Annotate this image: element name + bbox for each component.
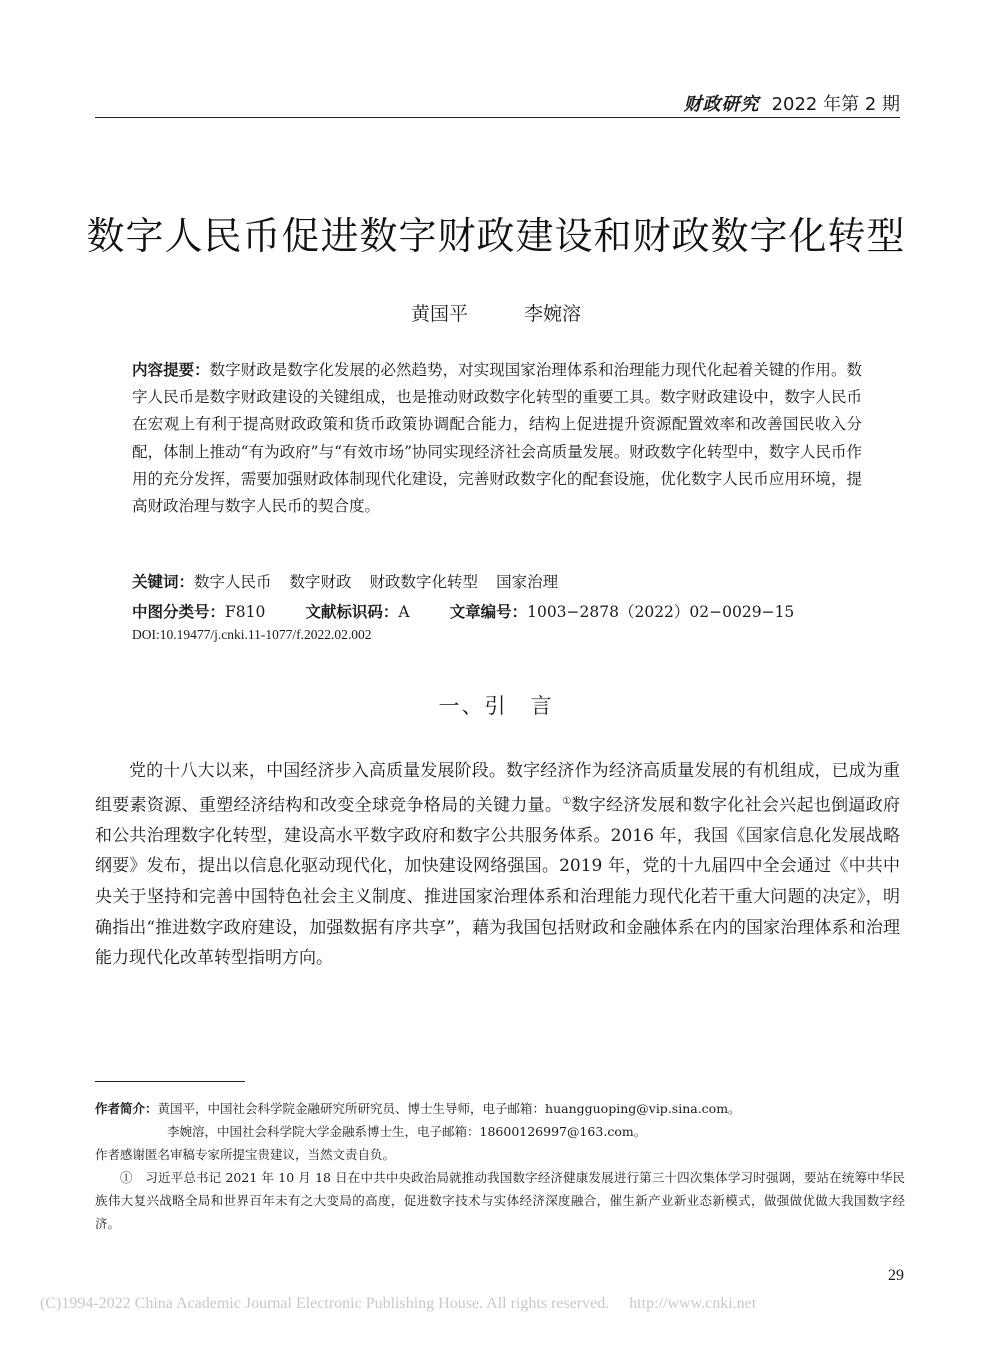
section-heading: 一、引 言 [438, 694, 554, 718]
author-info-1: 黄国平，中国社会科学院金融研究所研究员、博士生导师，电子邮箱：huangguoping@vip.sina.com。 [157, 1101, 741, 1116]
footnote-1: ① 习近平总书记 2021 年 10 月 18 日在中共中央政治局就推动我国数字经济健康发展进行第三十四次集体学习时强调，要站在统筹中华民族伟大复兴战略全局和世界百年未有之大变局的高度，促进数字技术与实体经济深度融合，催生新产业新业态新模式，做强做优做大我国数字经济。 [95, 1170, 905, 1231]
keyword: 国家治理 [496, 573, 559, 591]
acknowledgement: 作者感谢匿名审稿专家所提宝贵建议，当然文责自负。 [95, 1147, 396, 1162]
keyword: 数字财政 [289, 573, 352, 591]
abstract [132, 357, 862, 520]
keyword: 财政数字化转型 [369, 573, 479, 591]
author-name: 李婉溶 [524, 303, 582, 325]
copyright-watermark [40, 1295, 970, 1313]
keyword: 数字人民币 [194, 573, 272, 591]
author-name: 黄国平 [410, 303, 468, 325]
journal-name: 财政研究 [683, 94, 760, 115]
journal-issue [684, 90, 900, 116]
page-number: 29 [888, 1267, 904, 1284]
doi: DOI:10.19477/j.cnki.11-1077/f.2022.02.002 [132, 627, 372, 642]
author-info [95, 1097, 905, 1120]
abstract-text: 数字财政是数字化发展的必然趋势，对实现国家治理体系和治理能力现代化起着关键的作用。数字人民币是数字财政建设的关键组成，也是推动财政数字化转型的重要工具。数字财政建设中，数字人民币在宏观上有利于提高财政政策和货币政策协调配合能力，结构上促进提升资源配置效率和改善国民收入分配，体制上推动“有为政府”与“有效市场”协同实现经济社会高质量发展。财政数字化转型中，数字人民币作用的充分发挥，需要加强财政体制现代化建设，完善财政数字化的配套设施，优化数字人民币应用环境，提高财政治理与数字人民币的契合度。 [132, 361, 862, 516]
author-info-label: 作者简介： [95, 1101, 158, 1116]
keywords [132, 570, 576, 592]
article-number-label: 文章编号： [449, 603, 528, 621]
abstract-label: 内容提要： [132, 361, 210, 379]
body-text-part: 党的十八大以来，中国经济步入高质量发展阶段。数字经济作为经济高质量发展的有机组成，已成为重组要素资源、重塑经济结构和改变全球竞争格局的关键力量。 [95, 761, 900, 816]
article-title: 数字人民币促进数字财政建设和财政数字化转型 [86, 214, 906, 258]
clc-value: F810 [225, 603, 266, 621]
footnote-mark[interactable]: ① [562, 795, 572, 807]
article-number-value: 1003−2878（2022）02−0029−15 [527, 603, 795, 621]
body-text-part: 数字经济发展和数字化社会兴起也倒逼政府和公共治理数字化转型，建设高水平数字政府和数字公共服务体系。2016 年，我国《国家信息化发展战略纲要》发布，提出以信息化驱动现代化，加快建设网络强国。2019 年，党的十九届四中全会通过《中共中央关于坚持和完善中国特色社会主义制度、推进国家治理体系和治理能力现代化若干重大问题的决定》，明确指出“推进数字政府建设，加强数据有序共享”，藉为我国包括财政和金融体系在内的国家治理体系和治理能力现代化改革转型指明方向。 [95, 795, 901, 969]
author-line [0, 299, 992, 326]
doc-code-label: 文献标识码： [305, 603, 399, 621]
clc-label: 中图分类号： [132, 603, 226, 621]
issue-number: 2022 年第 2 期 [771, 94, 900, 115]
doc-code-value: A [398, 603, 410, 621]
body-paragraph [95, 756, 900, 974]
footnotes [95, 1097, 905, 1235]
footnote-rule [95, 1081, 245, 1082]
author-info-2: 李婉溶，中国社会科学院大学金融系博士生，电子邮箱：18600126997@163.com。 [167, 1124, 647, 1139]
header-rule [95, 117, 900, 118]
keywords-label: 关键词： [132, 573, 195, 591]
classification-line [132, 600, 794, 622]
copyright-url[interactable]: http://www.cnki.net [629, 1295, 757, 1312]
copyright-text: (C)1994-2022 China Academic Journal Electronic Publishing House. All rights reserved. [40, 1295, 610, 1312]
running-header [95, 84, 900, 118]
